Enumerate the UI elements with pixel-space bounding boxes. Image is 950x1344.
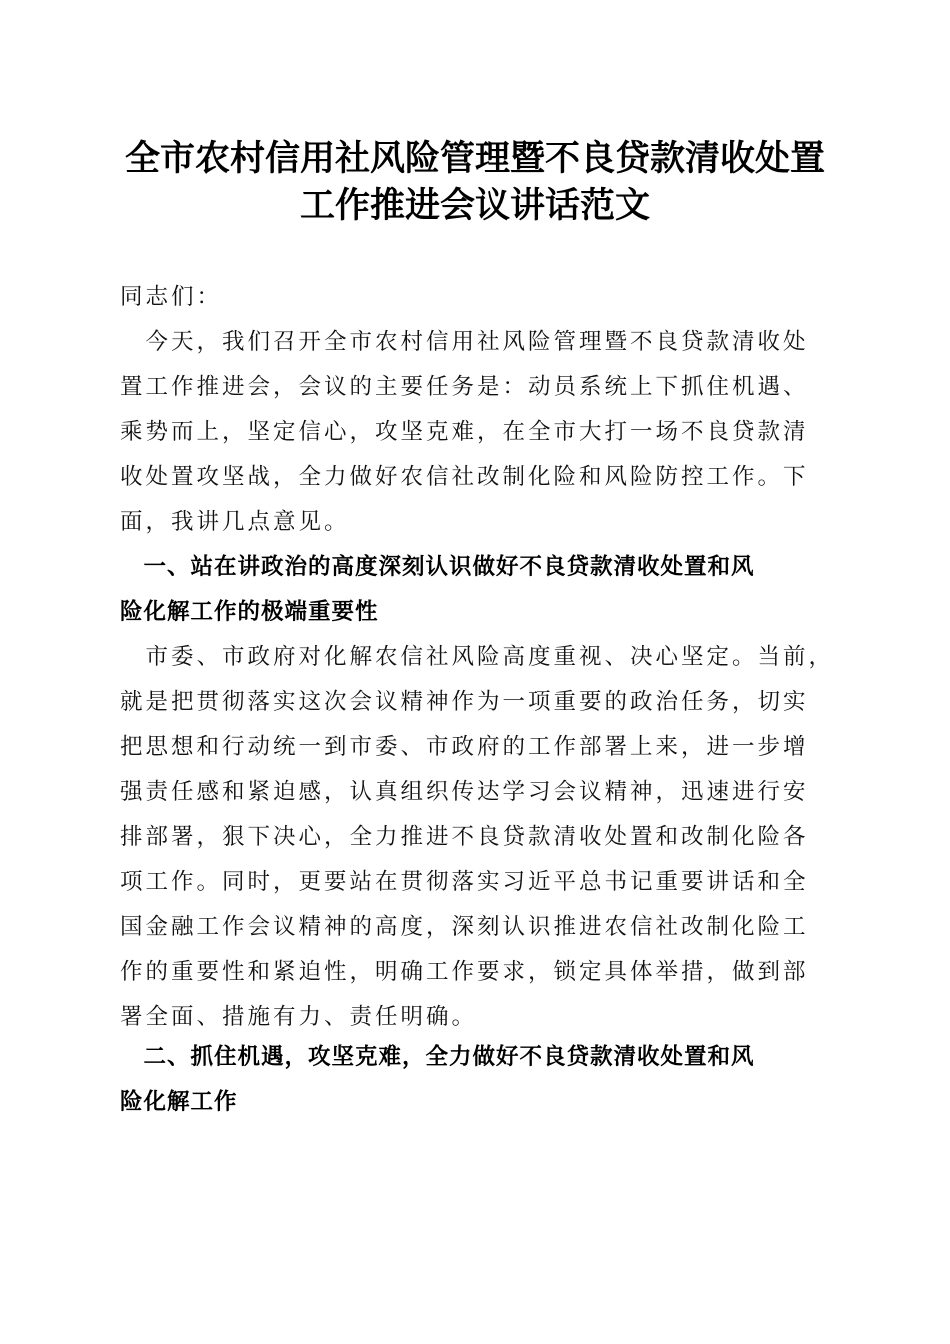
- section-2-heading-line: 二、抓住机遇，攻坚克难，全力做好不良贷款清收处置和风: [120, 1044, 755, 1070]
- section-1-paragraph-line: 作的重要性和紧迫性，明确工作要求，锁定具体举措，做到部: [120, 959, 809, 985]
- document-title-line-2: 工作推进会议讲话范文: [299, 185, 650, 226]
- intro-paragraph-line: 面，我讲几点意见。: [120, 509, 350, 535]
- section-2-heading-line: 险化解工作: [120, 1089, 238, 1115]
- section-1-paragraph-line: 市委、市政府对化解农信社风险高度重视、决心坚定。当前，: [120, 644, 835, 670]
- section-1-paragraph-line: 署全面、措施有力、责任明确。: [120, 1004, 478, 1030]
- section-1-paragraph-line: 就是把贯彻落实这次会议精神作为一项重要的政治任务，切实: [120, 689, 809, 715]
- section-1-paragraph-line: 排部署，狠下决心，全力推进不良贷款清收处置和改制化险各: [120, 824, 809, 850]
- section-1-paragraph-line: 强责任感和紧迫感，认真组织传达学习会议精神，迅速进行安: [120, 779, 809, 805]
- intro-paragraph-line: 置工作推进会，会议的主要任务是：动员系统上下抓住机遇、: [120, 374, 809, 400]
- document-title-line-1: 全市农村信用社风险管理暨不良贷款清收处置: [124, 138, 825, 179]
- intro-paragraph-line: 收处置攻坚战，全力做好农信社改制化险和风险防控工作。下: [120, 464, 809, 490]
- section-1-heading-line: 险化解工作的极端重要性: [120, 599, 379, 625]
- intro-paragraph-line: 乘势而上，坚定信心，攻坚克难，在全市大打一场不良贷款清: [120, 419, 809, 445]
- intro-paragraph-line: 今天，我们召开全市农村信用社风险管理暨不良贷款清收处: [120, 329, 809, 355]
- section-1-paragraph-line: 把思想和行动统一到市委、市政府的工作部署上来，进一步增: [120, 734, 809, 760]
- section-1-heading-line: 一、站在讲政治的高度深刻认识做好不良贷款清收处置和风: [120, 554, 755, 580]
- section-1-paragraph-line: 项工作。同时，更要站在贯彻落实习近平总书记重要讲话和全: [120, 869, 809, 895]
- salutation: 同志们：: [120, 284, 223, 310]
- section-1-paragraph-line: 国金融工作会议精神的高度，深刻认识推进农信社改制化险工: [120, 914, 809, 940]
